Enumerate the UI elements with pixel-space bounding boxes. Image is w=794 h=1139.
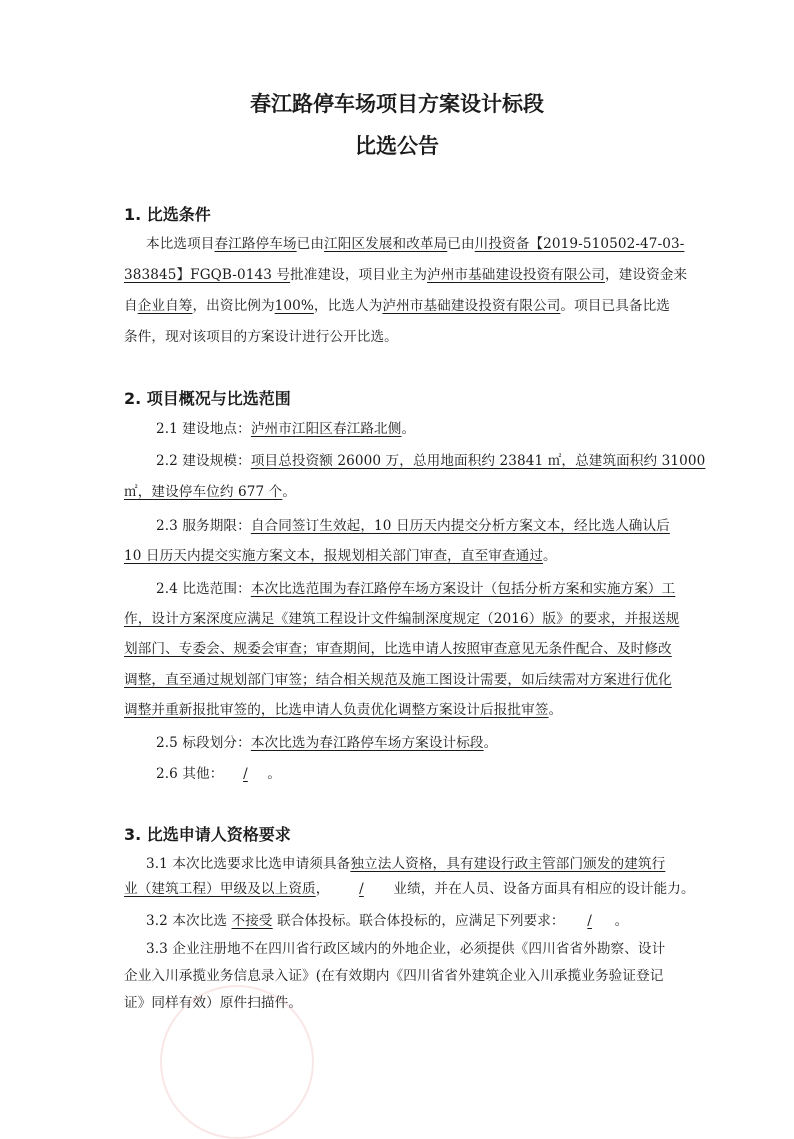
s1-line-3: 自企业自筹，出资比例为100%，比选人为泸州市基础建设投资有限公司。项目已具备比选 xyxy=(124,298,670,314)
s2-item-2-2-line-1: 2.2 建设规模：项目总投资额 26000 万，总用地面积约 23841 ㎡，总建筑面积约 31000 xyxy=(156,453,706,469)
document-title: 春江路停车场项目方案设计标段 xyxy=(250,92,544,116)
section-1-heading: 1. 比选条件 xyxy=(124,205,211,224)
section-2-heading: 2. 项目概况与比选范围 xyxy=(124,389,291,408)
s2-item-2-4-line-3: 划部门、专委会、规委会审查；审查期间，比选申请人按照审查意见无条件配合、及时修改 xyxy=(124,641,672,657)
s2-item-2-3-line-2: 10 日历天内提交实施方案文本，报规划相关部门审查，直至审查通过。 xyxy=(124,548,557,564)
s2-item-2-4-line-2: 作，设计方案深度应满足《建筑工程设计文件编制深度规定（2016）版》的要求，并报送规 xyxy=(124,611,680,627)
s2-item-2-5: 2.5 标段划分：本次比选为春江路停车场方案设计标段。 xyxy=(156,735,498,751)
s2-item-2-4-line-4: 调整，直至通过规划部门审签；结合相关规范及施工图设计需要，如后续需对方案进行优化 xyxy=(124,672,672,688)
s3-item-3-3-line-2: 企业入川承揽业务信息录入证》(在有效期内《四川省省外建筑企业入川承揽业务验证登记 xyxy=(124,968,664,984)
s1-line-4: 条件，现对该项目的方案设计进行公开比选。 xyxy=(124,329,398,345)
s1-line-2: 383845】FGQB-0143 号批准建设，项目业主为泸州市基础建设投资有限公司，建设资金来 xyxy=(124,267,688,283)
s1-line-1: 本比选项目春江路停车场已由江阳区发展和改革局已由川投资备【2019-510502-47-03- xyxy=(146,236,685,252)
s2-item-2-2-line-2: ㎡，建设停车位约 677 个。 xyxy=(124,484,297,500)
s2-item-2-6: 2.6 其他： / 。 xyxy=(156,766,282,782)
s3-item-3-3-line-1: 3.3 企业注册地不在四川省行政区域内的外地企业，必须提供《四川省省外勘察、设计 xyxy=(146,941,666,957)
s2-item-2-1: 2.1 建设地点：泸州市江阳区春江路北侧。 xyxy=(156,421,416,437)
s3-item-3-3-line-3: 证》同样有效）原件扫描件。 xyxy=(124,995,303,1011)
s2-item-2-4-line-1: 2.4 比选范围：本次比选范围为春江路停车场方案设计（包括分析方案和实施方案）工 xyxy=(156,581,676,597)
s3-item-3-1-line-2: 业（建筑工程）甲级及以上资质， / 业绩，并在人员、设备方面具有相应的设计能力。 xyxy=(124,881,695,897)
faint-seal-stamp xyxy=(160,985,314,1139)
s3-item-3-2: 3.2 本次比选 不接受 联合体投标。联合体投标的，应满足下列要求： / 。 xyxy=(146,913,629,929)
section-3-heading: 3. 比选申请人资格要求 xyxy=(124,825,291,844)
s2-item-2-3-line-1: 2.3 服务期限：自合同签订生效起，10 日历天内提交分析方案文本，经比选人确认后 xyxy=(156,518,670,534)
document-subtitle: 比选公告 xyxy=(355,134,439,158)
s2-item-2-4-line-5: 调整并重新报批审签的，比选申请人负责优化调整方案设计后报批审签。 xyxy=(124,702,563,718)
s3-item-3-1-line-1: 3.1 本次比选要求比选申请须具备独立法人资格，具有建设行政主管部门颁发的建筑行 xyxy=(146,856,666,872)
